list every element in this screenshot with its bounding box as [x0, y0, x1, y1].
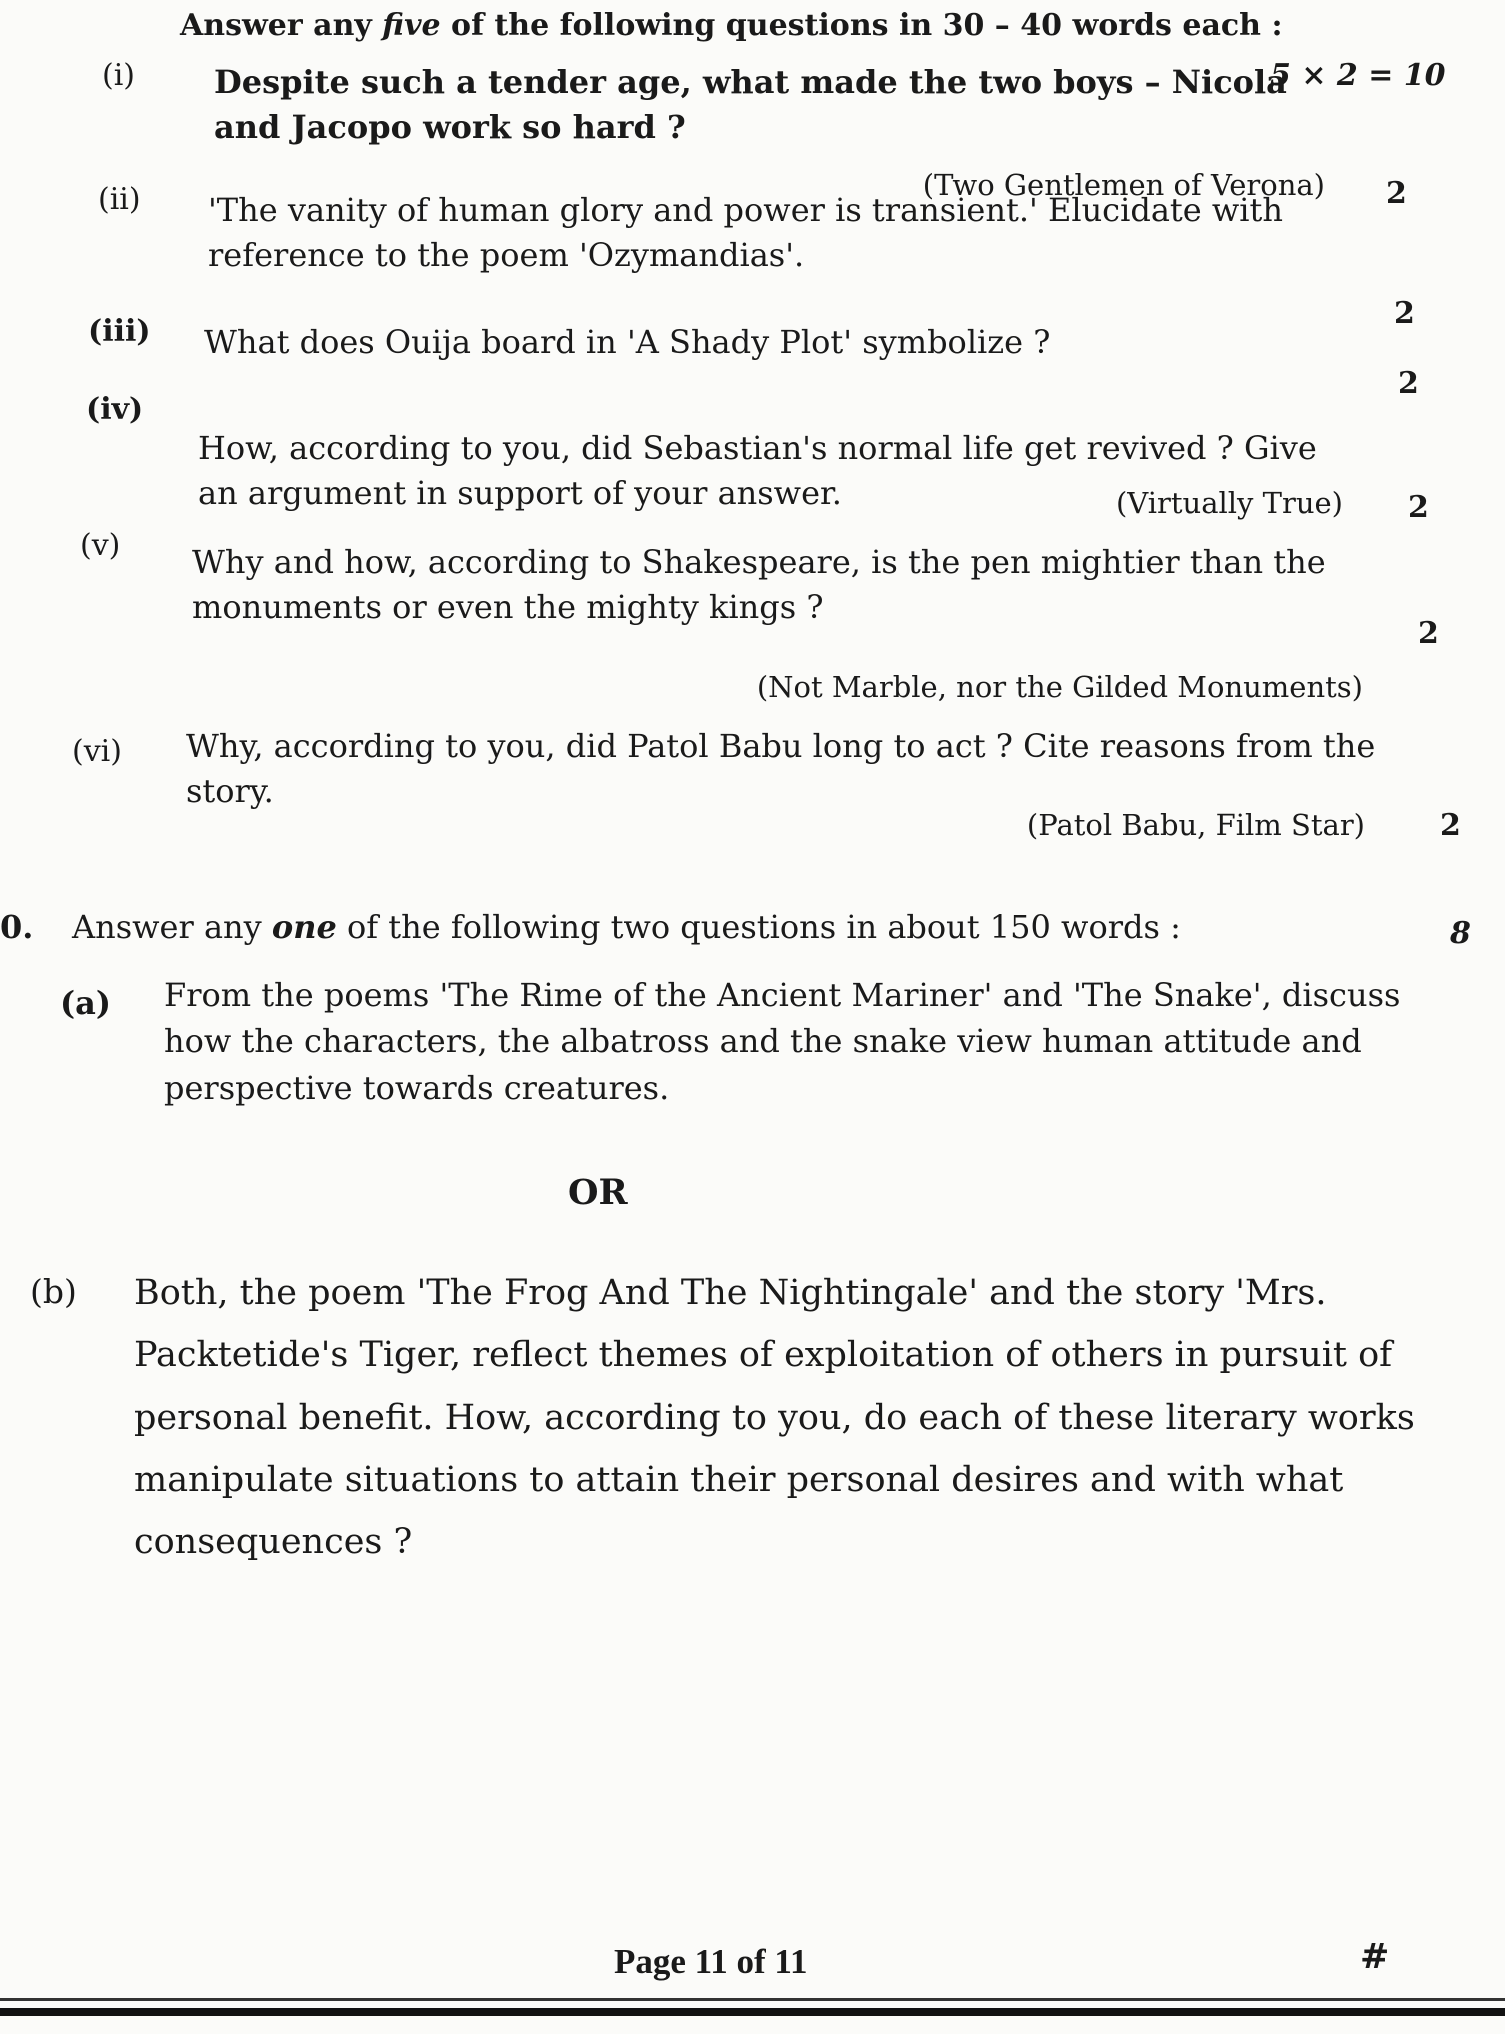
question-marks: 2 [1418, 616, 1439, 651]
question-marks: 2 [1386, 176, 1407, 211]
option-b-label: (b) [30, 1272, 77, 1311]
question-number: (vi) [72, 734, 122, 769]
section9-instruction: Answer any five of the following questions in 30 – 40 words each : [180, 8, 1283, 43]
footer-rule [0, 2008, 1505, 2016]
page-hash-mark: # [1360, 1936, 1390, 1977]
section10-question-number: 0. [0, 908, 34, 946]
section10-marks: 8 [1450, 916, 1471, 951]
question-text: How, according to you, did Sebastian's normal life get revived ? Give an argument in support of your answer. [198, 429, 1317, 512]
page-number: Page 11 of 11 [614, 1942, 808, 1981]
question-source: (Patol Babu, Film Star) [1026, 808, 1365, 842]
question-number: (v) [80, 528, 121, 563]
question-text: 'The vanity of human glory and power is transient.' Elucidate with reference to the poem 'Ozymandias'. [208, 191, 1283, 274]
question-number: (i) [102, 58, 136, 93]
footer-rule-thin [0, 1998, 1505, 2001]
question-source: (Not Marble, nor the Gilded Monuments) [756, 670, 1363, 704]
question-text: Why and how, according to Shakespeare, is the pen mightier than the monuments or even the mighty kings ? [192, 543, 1326, 626]
question-marks: 2 [1408, 490, 1429, 525]
question-source: (Two Gentlemen of Verona) [922, 168, 1325, 202]
question-marks: 2 [1440, 808, 1461, 843]
section9-marks: 5 × 2 = 10 [1270, 58, 1446, 93]
question-number: (iii) [88, 314, 151, 349]
question-text: What does Ouija board in 'A Shady Plot' symbolize ? [204, 323, 1051, 361]
question-number: (ii) [98, 182, 141, 217]
question-text: Why, according to you, did Patol Babu long to act ? Cite reasons from the story. [186, 727, 1376, 810]
question-source: (Virtually True) [1115, 486, 1343, 520]
option-a-label: (a) [60, 984, 112, 1022]
question-marks: 2 [1398, 366, 1419, 401]
option-a-text: From the poems 'The Rime of the Ancient Mariner' and 'The Snake', discuss how the characters, the albatross and the snake view human attitude and perspective towards creatures. [164, 976, 1401, 1107]
section10-instruction: Answer any one of the following two questions in about 150 words : [72, 908, 1181, 946]
question-marks: 2 [1394, 296, 1415, 331]
question-number: (iv) [86, 392, 144, 427]
or-label: OR [568, 1172, 628, 1213]
option-b-text: Both, the poem 'The Frog And The Nightingale' and the story 'Mrs. Packtetide's Tiger, reflect themes of exploitation of others in pursuit of personal benefit. How, according to you, do each of these literary works manipulate situations to attain their personal desires and with what consequences ? [134, 1273, 1415, 1563]
question-text: Despite such a tender age, what made the two boys – Nicola and Jacopo work so hard ? [214, 63, 1287, 146]
